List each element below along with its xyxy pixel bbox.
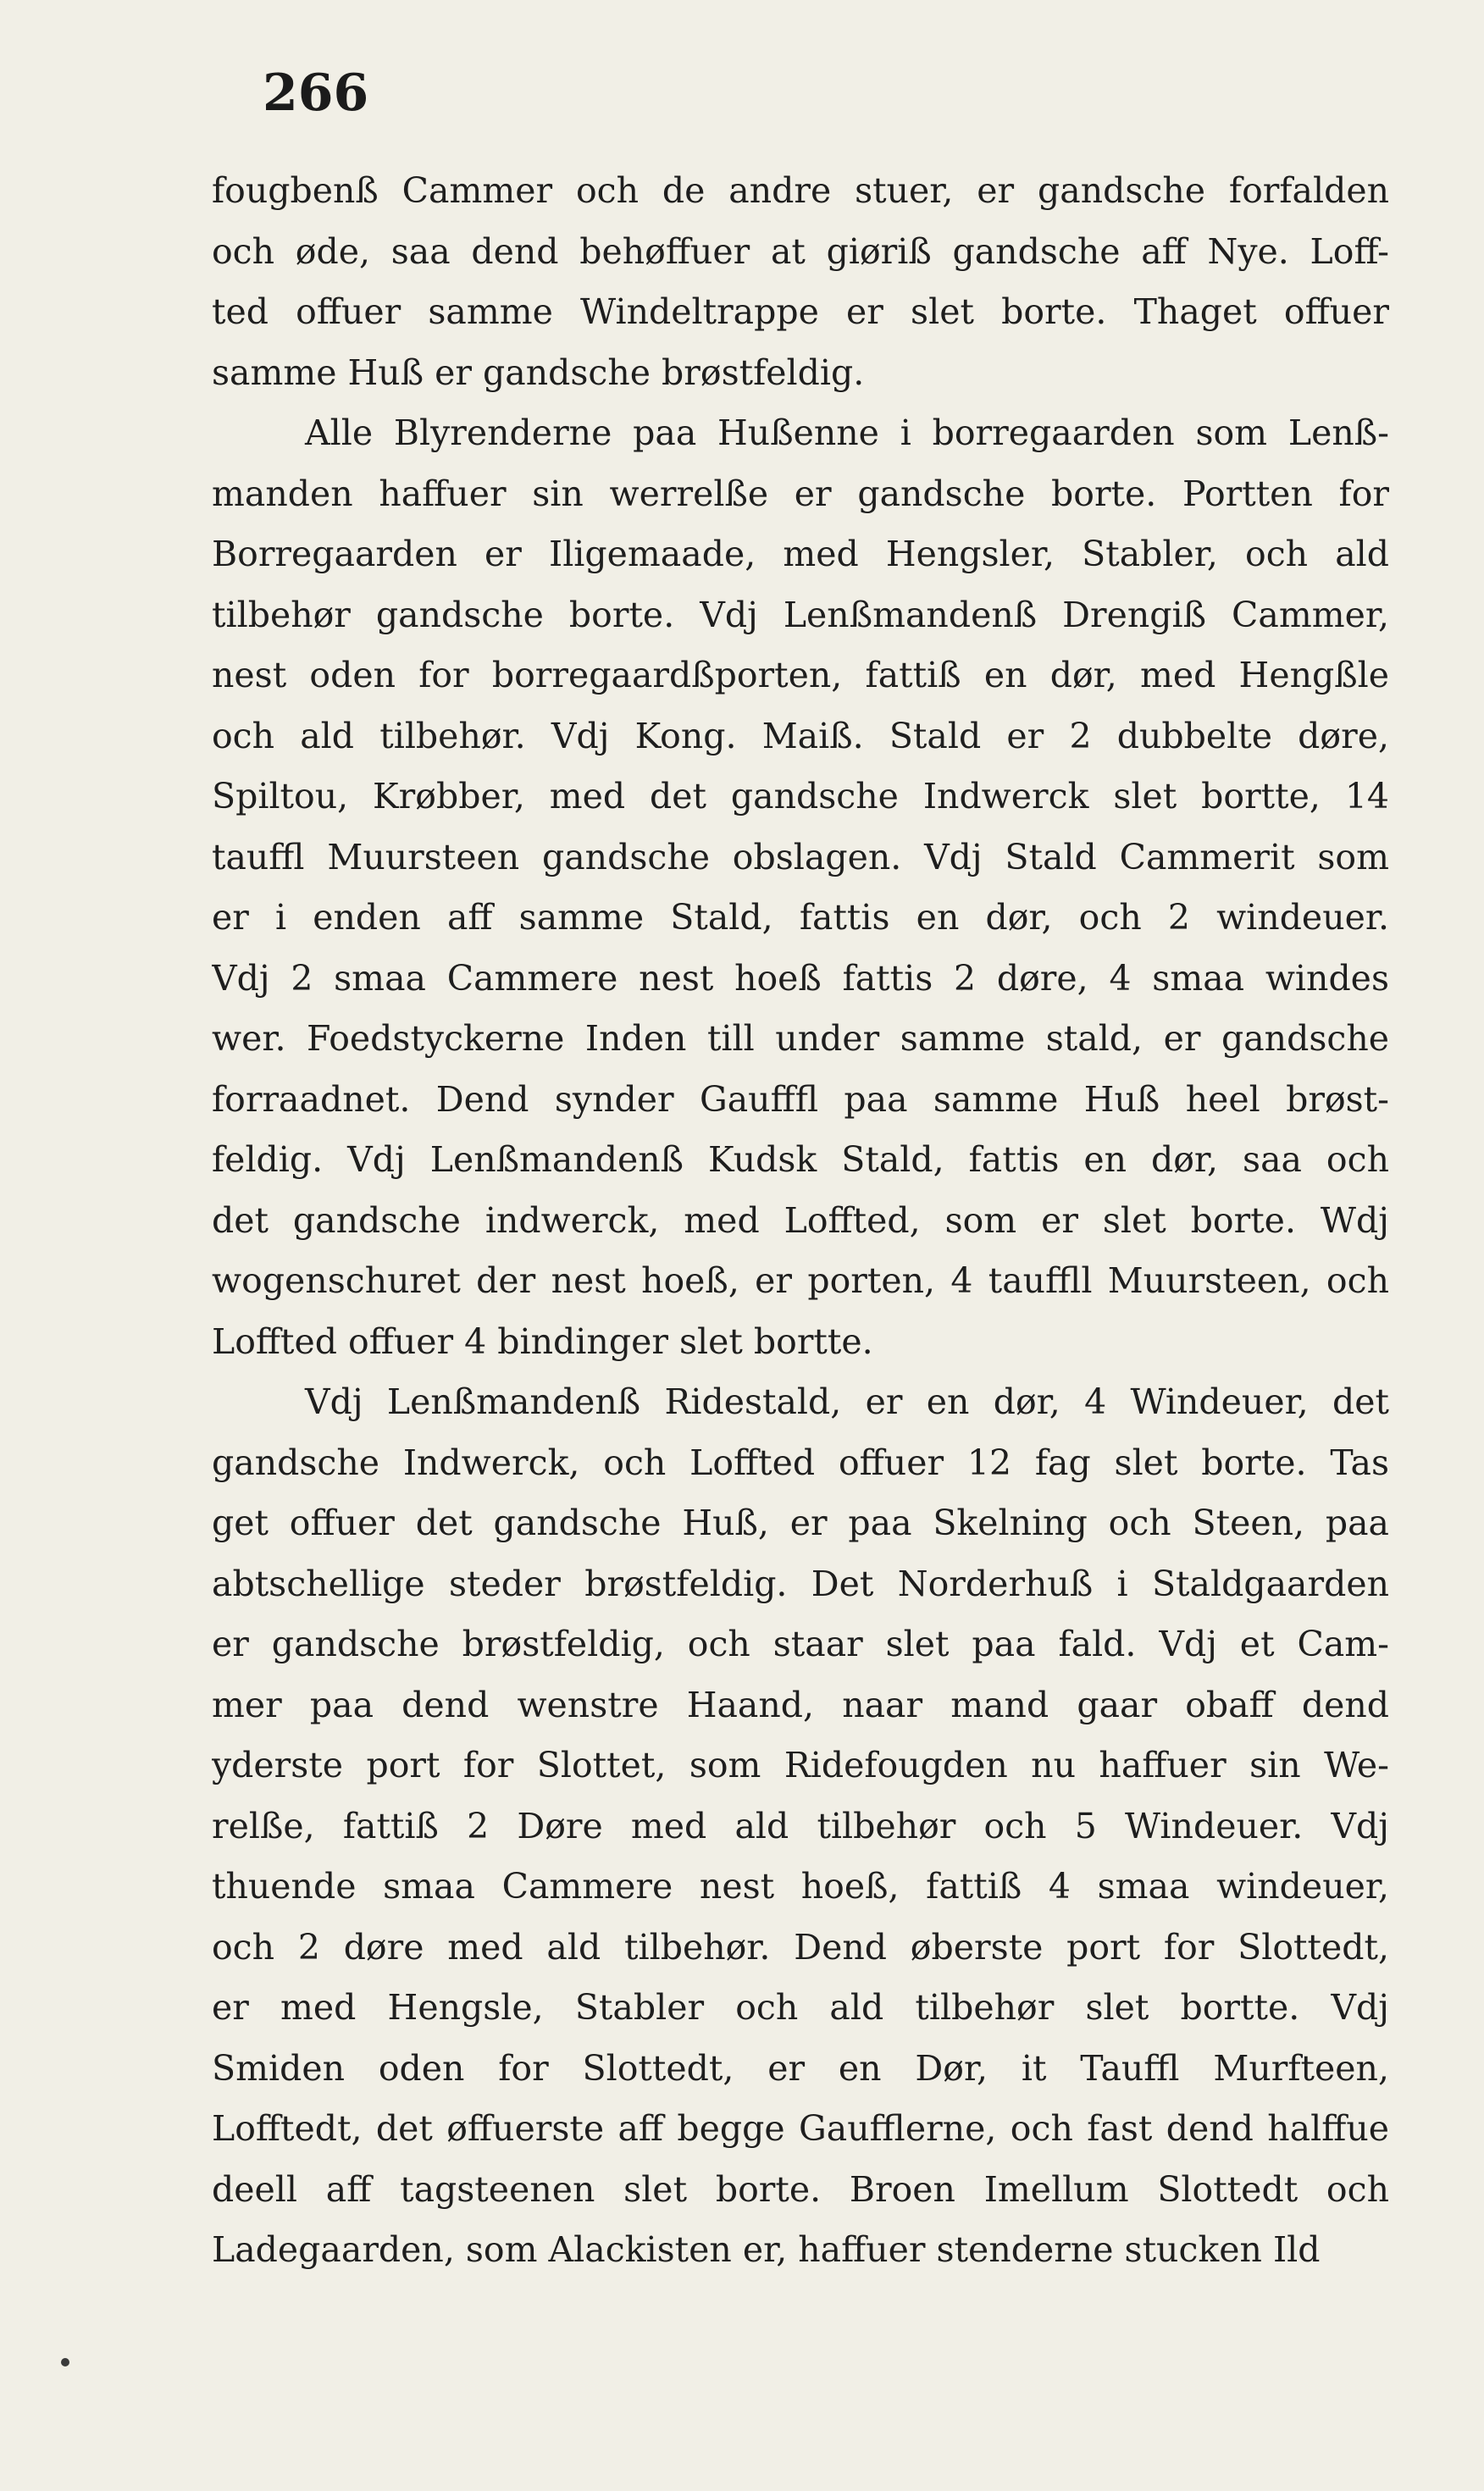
text-line: Ladegaarden, som Alackisten er, haffuer stenderne stucken Ild [212, 2229, 1321, 2270]
text-line: samme Huß er gandsche brøstfeldig. [212, 352, 865, 393]
text-line: wer. Foedstyckerne Inden till under samme stald, er gandsche [212, 1018, 1389, 1059]
text-line: abtschellige steder brøstfeldig. Det Norderhuß i Staldgaarden [212, 1563, 1389, 1604]
ink-speck [61, 2358, 69, 2366]
text-line: tilbehør gandsche borte. Vdj Lenßmandenß Drengiß Cammer, [212, 594, 1389, 635]
text-line: mer paa dend wenstre Haand, naar mand gaar obaff dend [212, 1684, 1389, 1725]
text-line: thuende smaa Cammere nest hoeß, fattiß 4 smaa windeuer, [212, 1866, 1389, 1907]
text-line: tauffl Muursteen gandsche obslagen. Vdj Stald Cammerit som [212, 836, 1389, 877]
text-line: det gandsche indwerck, med Loffted, som er slet borte. Wdj [212, 1199, 1389, 1241]
text-line: Borregaarden er Iligemaade, med Hengsler, Stabler, och ald [212, 534, 1389, 574]
text-line: er gandsche brøstfeldig, och staar slet paa fald. Vdj et Cam- [212, 1624, 1389, 1664]
text-line: och øde, saa dend behøffuer at giøriß gandsche aff Nye. Loff- [212, 230, 1389, 272]
paragraph [212, 161, 1389, 403]
text-line: ted offuer samme Windeltrappe er slet borte. Thaget offuer [212, 291, 1389, 332]
text-line: Smiden oden for Slottedt, er en Dør, it Tauffl Murfteen, [212, 2047, 1389, 2089]
text-line: yderste port for Slottet, som Ridefougden nu haffuer sin We- [212, 1745, 1389, 1785]
text-line: och 2 døre med ald tilbehør. Dend øberste port for Slottedt, [212, 1926, 1389, 1968]
text-line: Loffted offuer 4 bindinger slet bortte. [212, 1320, 873, 1362]
text-line: er i enden aff samme Stald, fattis en dør, och 2 windeuer. [212, 897, 1389, 938]
text-line: Alle Blyrenderne paa Hußenne i borregaarden som Lenß- [305, 412, 1389, 453]
paragraph [212, 1372, 1389, 2281]
text-line: Spiltou, Krøbber, med det gandsche Indwerck slet bortte, 14 [212, 776, 1389, 816]
paragraph [212, 403, 1389, 1372]
text-line: och ald tilbehør. Vdj Kong. Maiß. Stald er 2 dubbelte døre, [212, 715, 1389, 756]
text-line: fougbenß Cammer och de andre stuer, er gandsche forfalden [212, 170, 1389, 211]
body-text [212, 161, 1389, 2281]
text-line: get offuer det gandsche Huß, er paa Skelning och Steen, paa [212, 1503, 1389, 1543]
text-line: relße, fattiß 2 Døre med ald tilbehør och 5 Windeuer. Vdj [212, 1805, 1389, 1846]
text-line: wogenschuret der nest hoeß, er porten, 4 tauffll Muursteen, och [212, 1260, 1389, 1301]
page-number: 266 [263, 64, 369, 123]
text-line: forraadnet. Dend synder Gaufffl paa samme Huß heel brøst- [212, 1078, 1389, 1120]
text-line: manden haffuer sin werrelße er gandsche borte. Portten for [212, 473, 1389, 514]
text-line: deell aff tagsteenen slet borte. Broen Imellum Slottedt och [212, 2168, 1389, 2210]
text-line: feldig. Vdj Lenßmandenß Kudsk Stald, fattis en dør, saa och [212, 1139, 1389, 1180]
text-line: er med Hengsle, Stabler och ald tilbehør slet bortte. Vdj [212, 1987, 1389, 2028]
text-line: Vdj Lenßmandenß Ridestald, er en dør, 4 Windeuer, det [305, 1381, 1389, 1422]
text-line: Lofftedt, det øffuerste aff begge Gaufflerne, och fast dend halffue [212, 2108, 1389, 2149]
document-page [212, 59, 1389, 2281]
text-line: nest oden for borregaardßporten, fattiß en dør, med Hengßle [212, 655, 1389, 695]
text-line: gandsche Indwerck, och Loffted offuer 12 fag slet borte. Tas [212, 1442, 1389, 1483]
text-line: Vdj 2 smaa Cammere nest hoeß fattis 2 døre, 4 smaa windes [212, 957, 1389, 999]
